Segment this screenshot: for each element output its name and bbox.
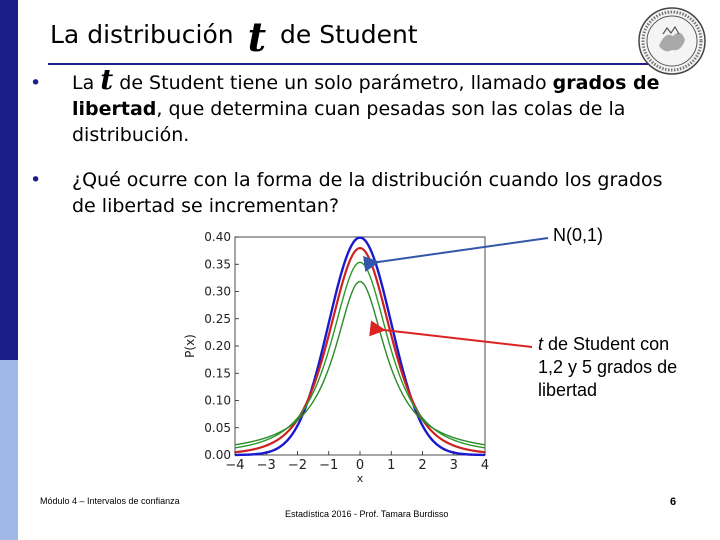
x-tick-label: −3 — [256, 458, 276, 473]
bullet-1-bold-term: grados de libertad — [72, 72, 660, 120]
y-axis-label: P(x) — [183, 334, 197, 358]
left-accent-bar — [0, 0, 18, 360]
x-tick-label: −4 — [225, 458, 245, 473]
x-tick-label: −2 — [287, 458, 308, 473]
normal-label: N(0,1) — [553, 225, 604, 245]
bullet-1-text-a: de Student tiene un solo parámetro, llamado — [119, 72, 547, 94]
bullet-1 — [30, 63, 670, 148]
page-number: 6 — [670, 496, 677, 508]
y-tick-label: 0.25 — [204, 311, 231, 326]
t-student-label-t: t — [538, 334, 544, 354]
university-seal-logo — [637, 6, 707, 76]
series-line-t-df2 — [235, 262, 485, 448]
x-tick-label: 0 — [355, 458, 365, 473]
y-tick-label: 0.35 — [204, 257, 231, 272]
title-t-symbol: t — [247, 14, 267, 61]
title-text-end: de Student — [280, 20, 418, 49]
y-tick-label: 0.10 — [204, 393, 231, 408]
y-tick-label: 0.15 — [204, 366, 231, 381]
bullet-1-prefix: La — [72, 72, 95, 94]
slide-title — [50, 14, 418, 61]
y-tick-label: 0.00 — [204, 448, 231, 462]
x-tick-label: 3 — [449, 458, 458, 473]
bullet-1-t-symbol: t — [100, 63, 114, 96]
bullet-2 — [30, 167, 670, 219]
series-line-t-df5 — [235, 248, 485, 452]
bullet-dot: • — [30, 169, 42, 191]
bullet-dot: • — [30, 72, 42, 94]
x-axis-label: x — [356, 472, 364, 485]
footer-module: Módulo 4 – Intervalos de confianza — [40, 496, 180, 506]
series-line-t-df1 — [235, 282, 485, 445]
series-line-normal — [235, 238, 485, 455]
x-tick-label: 2 — [418, 458, 427, 473]
t-student-label-text: de Student con 1,2 y 5 grados de libertad — [538, 334, 678, 400]
y-tick-label: 0.20 — [204, 339, 231, 353]
bullet-1-text-b: , que determina cuan pesadas son las colas de la distribución. — [72, 98, 626, 146]
title-text-start: La distribución — [50, 20, 234, 49]
footer-course: Estadística 2016 - Prof. Tamara Burdisso — [285, 509, 449, 519]
bullet-2-text: ¿Qué ocurre con la forma de la distribución cuando los grados de libertad se incrementan? — [72, 169, 663, 217]
x-tick-label: 4 — [480, 458, 490, 473]
y-tick-label: 0.05 — [204, 420, 231, 435]
t-student-label — [538, 333, 688, 402]
left-accent-bar-light — [0, 360, 18, 540]
t-distribution-chart — [180, 225, 490, 490]
y-tick-label: 0.30 — [204, 284, 231, 299]
y-tick-label: 0.40 — [204, 230, 231, 244]
plot-frame — [235, 237, 485, 455]
x-tick-label: −1 — [319, 458, 339, 473]
x-tick-label: 1 — [387, 458, 396, 473]
title-underline — [48, 63, 660, 65]
